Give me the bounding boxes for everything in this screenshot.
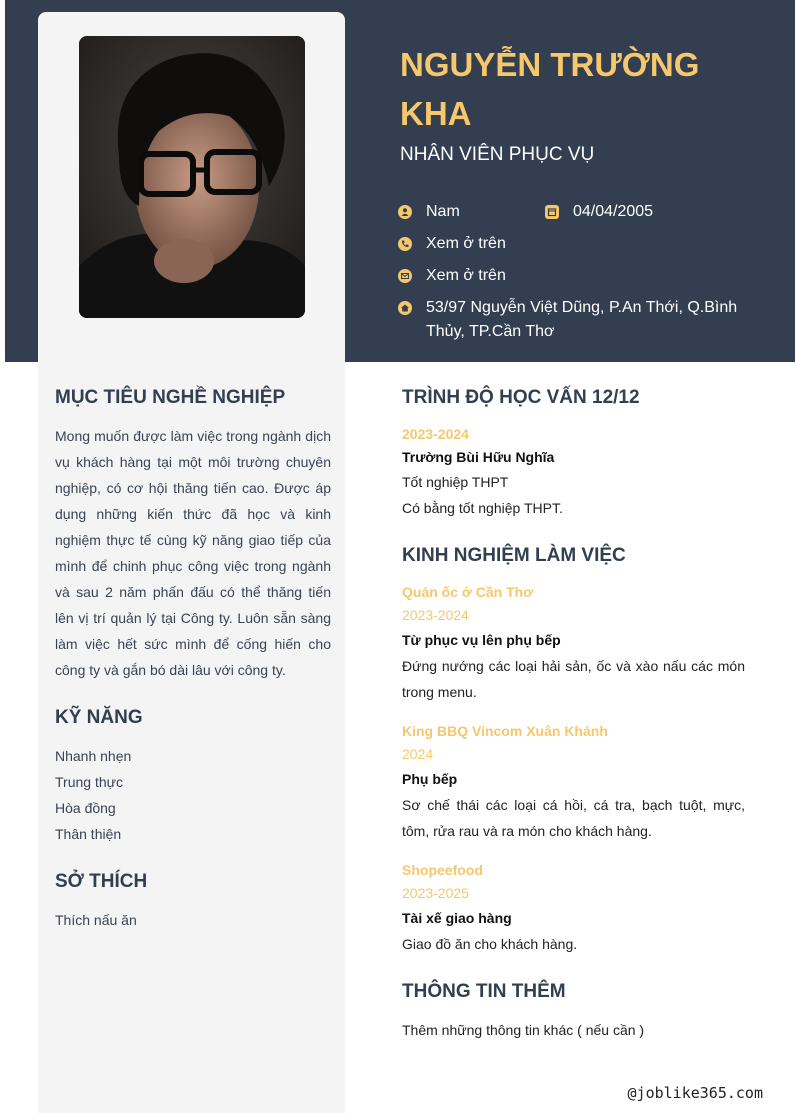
job-description: Sơ chế thái các loại cá hồi, cá tra, bạch tuột, mực, tôm, rửa rau và ra món cho khách hàng. — [402, 797, 745, 839]
user-icon — [398, 205, 412, 219]
extra-title: THÔNG TIN THÊM — [402, 981, 566, 1002]
job-company: Quán ốc ở Cần Thơ — [402, 584, 534, 600]
job-period: 2024 — [402, 746, 434, 762]
calendar-icon — [545, 205, 559, 219]
job-company: Shopeefood — [402, 862, 483, 878]
education-line: Có bằng tốt nghiệp THPT. — [402, 500, 563, 516]
email-value: Xem ở trên — [426, 267, 506, 284]
job-period: 2023-2024 — [402, 607, 469, 623]
job-role: Tài xế giao hàng — [402, 910, 512, 926]
education-title: TRÌNH ĐỘ HỌC VẤN 12/12 — [402, 387, 640, 408]
birthdate-row — [545, 200, 653, 224]
phone-icon — [398, 237, 412, 251]
phone-row — [398, 232, 506, 256]
education-line: Tốt nghiệp THPT — [402, 474, 509, 490]
job-period: 2023-2025 — [402, 885, 469, 901]
portrait-photo — [79, 36, 305, 318]
hobby-item: Thích nấu ăn — [55, 912, 137, 928]
gender-value: Nam — [426, 203, 460, 220]
skills-title: KỸ NĂNG — [55, 707, 143, 728]
home-icon — [398, 301, 412, 315]
job-role: Từ phục vụ lên phụ bếp — [402, 632, 561, 648]
extra-text: Thêm những thông tin khác ( nếu cần ) — [402, 1022, 645, 1038]
education-school: Trường Bùi Hữu Nghĩa — [402, 449, 555, 465]
gender-row — [398, 200, 460, 224]
address-row — [398, 296, 743, 344]
job-company: King BBQ Vincom Xuân Khánh — [402, 723, 608, 739]
candidate-name: NGUYỄN TRƯỜNG KHA — [400, 46, 700, 132]
watermark: @joblike365.com — [627, 1084, 763, 1102]
skill-item: Hòa đồng — [55, 800, 116, 816]
job-description: Giao đồ ăn cho khách hàng. — [402, 936, 578, 952]
address-value: 53/97 Nguyễn Việt Dũng, P.An Thới, Q.Bình Thủy, TP.Cần Thơ — [426, 299, 738, 340]
portrait-illustration — [79, 36, 305, 318]
skill-item: Nhanh nhẹn — [55, 748, 132, 764]
skill-item: Thân thiện — [55, 826, 122, 842]
experience-title: KINH NGHIỆM LÀM VIỆC — [402, 545, 626, 566]
job-role: Phụ bếp — [402, 771, 458, 787]
education-period: 2023-2024 — [402, 426, 469, 442]
objective-title: MỤC TIÊU NGHỀ NGHIỆP — [55, 387, 286, 408]
skill-item: Trung thực — [55, 774, 123, 790]
phone-value: Xem ở trên — [426, 235, 506, 252]
job-description: Đứng nướng các loại hải sản, ốc và xào nấu các món trong menu. — [402, 658, 745, 700]
job-position: NHÂN VIÊN PHỤC VỤ — [400, 144, 595, 165]
hobbies-title: SỞ THÍCH — [55, 871, 148, 892]
mail-icon — [398, 269, 412, 283]
birthdate-value: 04/04/2005 — [573, 203, 654, 220]
objective-text: Mong muốn được làm việc trong ngành dịch vụ khách hàng tại một môi trường chuyên nghiệp, có cơ hội thăng tiến cao. Được áp dụng những kiến thức đã học và kinh nghiệm thực tế cùng kỹ năng giao tiếp của mình để chinh phục công việc trong ngành và sau 2 năm phấn đấu có thể thăng tiến lên vị trí quản lý tại Công ty. Luôn sẵn sàng làm việc hết sức mình để cống hiến cho công ty và gắn bó dài lâu với công ty. — [55, 428, 331, 678]
email-row — [398, 264, 506, 288]
